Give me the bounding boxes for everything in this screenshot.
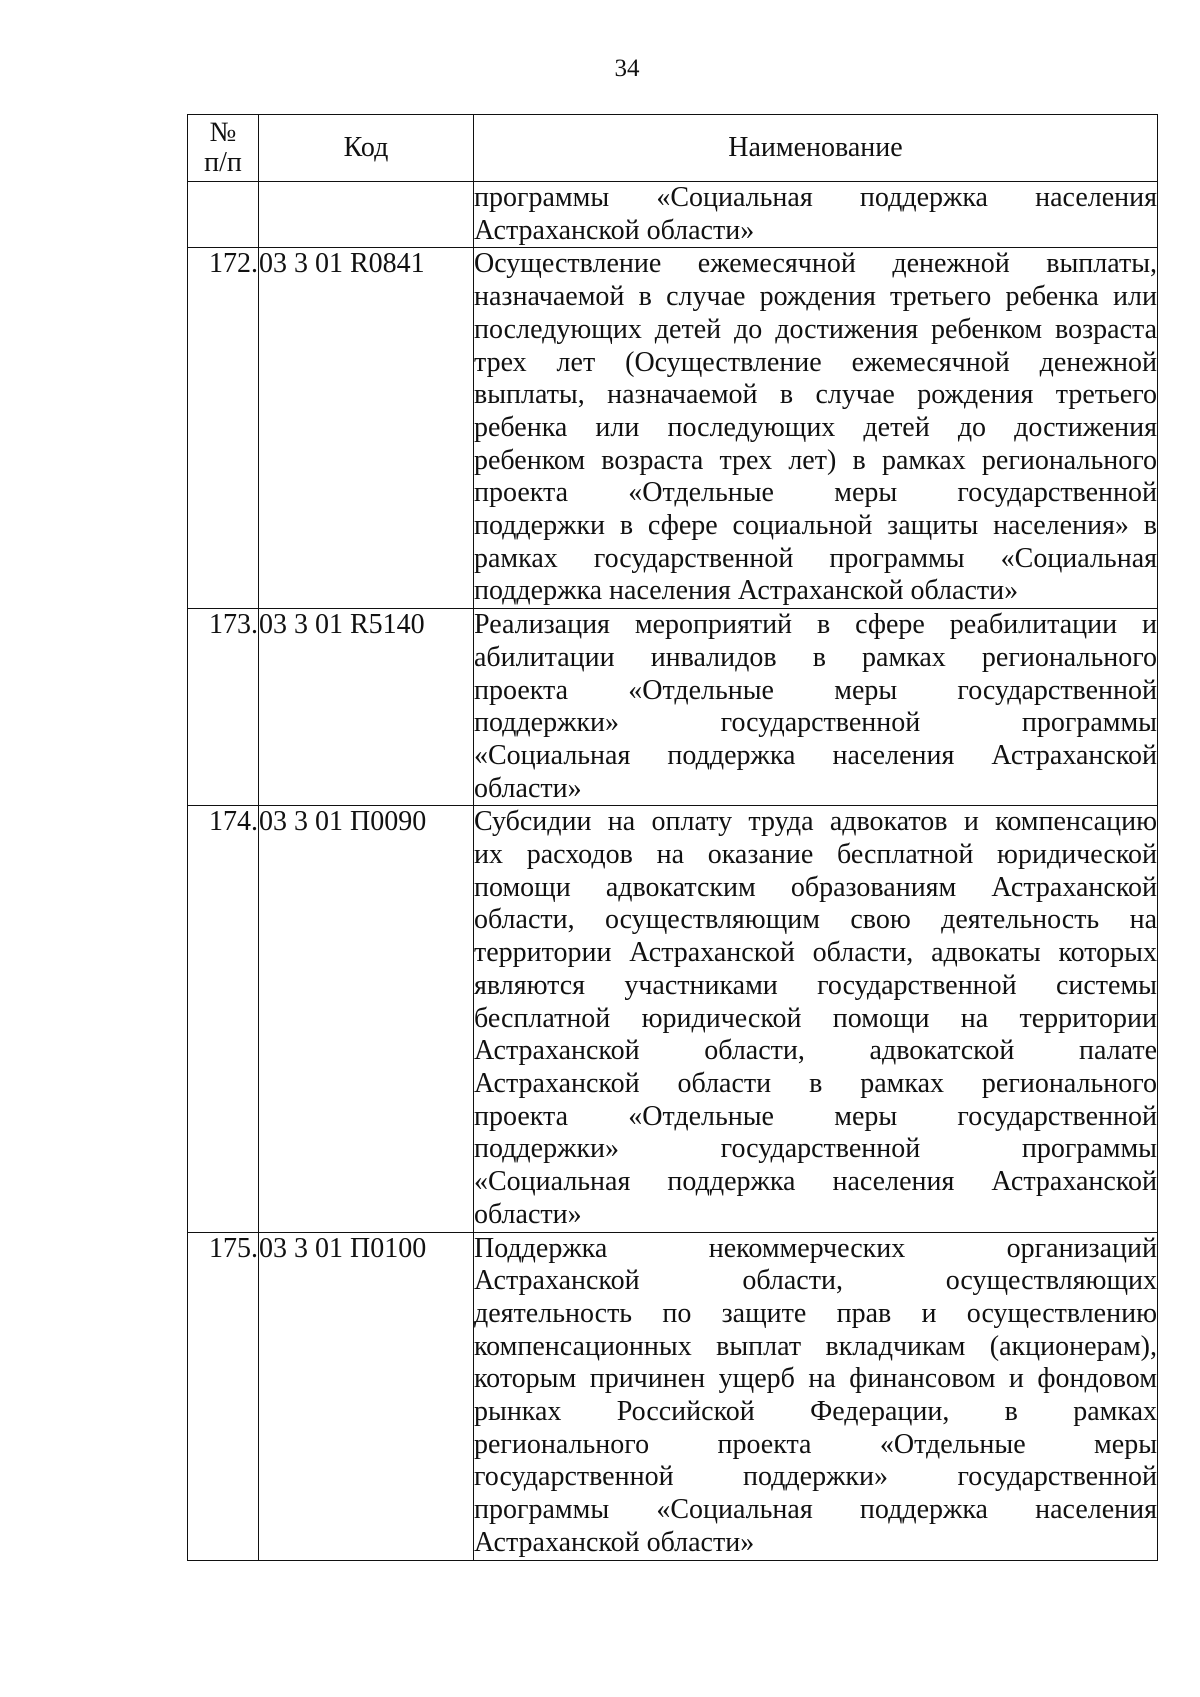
- column-header-code: Код: [259, 115, 474, 182]
- row-name-line: рынках Российской Федерации, в рамках: [474, 1396, 1157, 1428]
- table-body: [188, 182, 1158, 1561]
- row-name-line: абилитации инвалидов в рамках регионального: [474, 641, 1157, 673]
- row-name-line: «Социальная поддержка населения Астраханской: [474, 739, 1157, 771]
- row-name-line: рамках государственной программы «Социальная: [474, 542, 1157, 574]
- row-name-line: бесплатной юридической помощи на территории: [474, 1002, 1157, 1034]
- row-name-line: проекта «Отдельные меры государственной: [474, 674, 1157, 706]
- row-code-cell: 03 3 01 П0100: [259, 1232, 474, 1560]
- row-name-line: «Социальная поддержка населения Астраханской: [474, 1166, 1157, 1198]
- row-number-cell: [188, 182, 259, 248]
- row-name-line: Поддержка некоммерческих организаций: [474, 1232, 1157, 1264]
- row-code-cell: 03 3 01 П0090: [259, 806, 474, 1232]
- row-number-cell: 174.: [188, 806, 259, 1232]
- row-number-cell: 172.: [188, 248, 259, 609]
- row-code-cell: [259, 182, 474, 248]
- row-name-line: Астраханской области»: [474, 214, 755, 246]
- classification-table: [187, 114, 1158, 1561]
- row-number-cell: 175.: [188, 1232, 259, 1560]
- row-name-line: Осуществление ежемесячной денежной выплаты,: [474, 248, 1157, 280]
- row-code-cell: 03 3 01 R0841: [259, 248, 474, 609]
- row-name-line: области»: [474, 772, 582, 804]
- row-name-line: Астраханской области в рамках регионального: [474, 1067, 1157, 1099]
- column-header-name: Наименование: [474, 115, 1158, 182]
- row-name-line: их расходов на оказание бесплатной юридической: [474, 839, 1157, 871]
- row-name-cell: [474, 1232, 1158, 1560]
- row-name-line: ребенка или последующих детей до достижения: [474, 411, 1157, 443]
- row-name-line: помощи адвокатским образованиям Астраханской: [474, 871, 1157, 903]
- row-name-line: компенсационных выплат вкладчикам (акционерам),: [474, 1330, 1157, 1362]
- row-name-line: области»: [474, 1198, 582, 1230]
- table-row: [188, 182, 1158, 248]
- row-name-line: поддержки» государственной программы: [474, 707, 1157, 739]
- row-name-line: деятельность по защите прав и осуществлению: [474, 1297, 1157, 1329]
- row-name-line: назначаемой в случае рождения третьего ребенка или: [474, 281, 1157, 313]
- row-name-line: территории Астраханской области, адвокаты которых: [474, 937, 1157, 969]
- row-name-line: Астраханской области, адвокатской палате: [474, 1035, 1157, 1067]
- row-name-line: которым причинен ущерб на финансовом и фондовом: [474, 1363, 1157, 1395]
- row-name-cell: [474, 806, 1158, 1232]
- row-name-line: программы «Социальная поддержка населения: [474, 182, 1157, 213]
- row-name-line: поддержка населения Астраханской области»: [474, 575, 1019, 607]
- row-name-line: области, осуществляющим свою деятельность на: [474, 904, 1157, 936]
- row-name-line: ребенком возраста трех лет) в рамках регионального: [474, 444, 1157, 476]
- row-name-line: Астраханской области, осуществляющих: [474, 1265, 1157, 1297]
- table-row: [188, 609, 1158, 806]
- column-header-number: [188, 115, 259, 182]
- row-name-line: последующих детей до достижения ребенком возраста: [474, 313, 1157, 345]
- row-name-cell: [474, 248, 1158, 609]
- row-name-cell: [474, 182, 1158, 248]
- row-name-line: трех лет (Осуществление ежемесячной денежной: [474, 346, 1157, 378]
- row-name-line: Реализация мероприятий в сфере реабилитации и: [474, 609, 1157, 641]
- row-name-line: регионального проекта «Отдельные меры: [474, 1428, 1157, 1460]
- row-name-line: являются участниками государственной системы: [474, 969, 1157, 1001]
- table-header-row: [188, 115, 1158, 182]
- row-name-line: выплаты, назначаемой в случае рождения третьего: [474, 379, 1157, 411]
- row-code-cell: 03 3 01 R5140: [259, 609, 474, 806]
- row-name-line: поддержки» государственной программы: [474, 1133, 1157, 1165]
- table-row: [188, 806, 1158, 1232]
- row-name-cell: [474, 609, 1158, 806]
- row-name-line: проекта «Отдельные меры государственной: [474, 1100, 1157, 1132]
- row-name-line: проекта «Отдельные меры государственной: [474, 477, 1157, 509]
- column-header-number-line1: №: [209, 117, 237, 148]
- row-name-line: Астраханской области»: [474, 1526, 755, 1558]
- row-name-line: государственной поддержки» государственной: [474, 1461, 1157, 1493]
- row-name-line: Субсидии на оплату труда адвокатов и компенсацию: [474, 806, 1157, 838]
- row-name-line: программы «Социальная поддержка населения: [474, 1494, 1157, 1526]
- row-number-cell: 173.: [188, 609, 259, 806]
- table-row: [188, 248, 1158, 609]
- row-name-line: поддержки в сфере социальной защиты населения» в: [474, 510, 1157, 542]
- column-header-number-line2: п/п: [204, 147, 242, 178]
- page-number: 34: [614, 55, 640, 82]
- table-row: [188, 1232, 1158, 1560]
